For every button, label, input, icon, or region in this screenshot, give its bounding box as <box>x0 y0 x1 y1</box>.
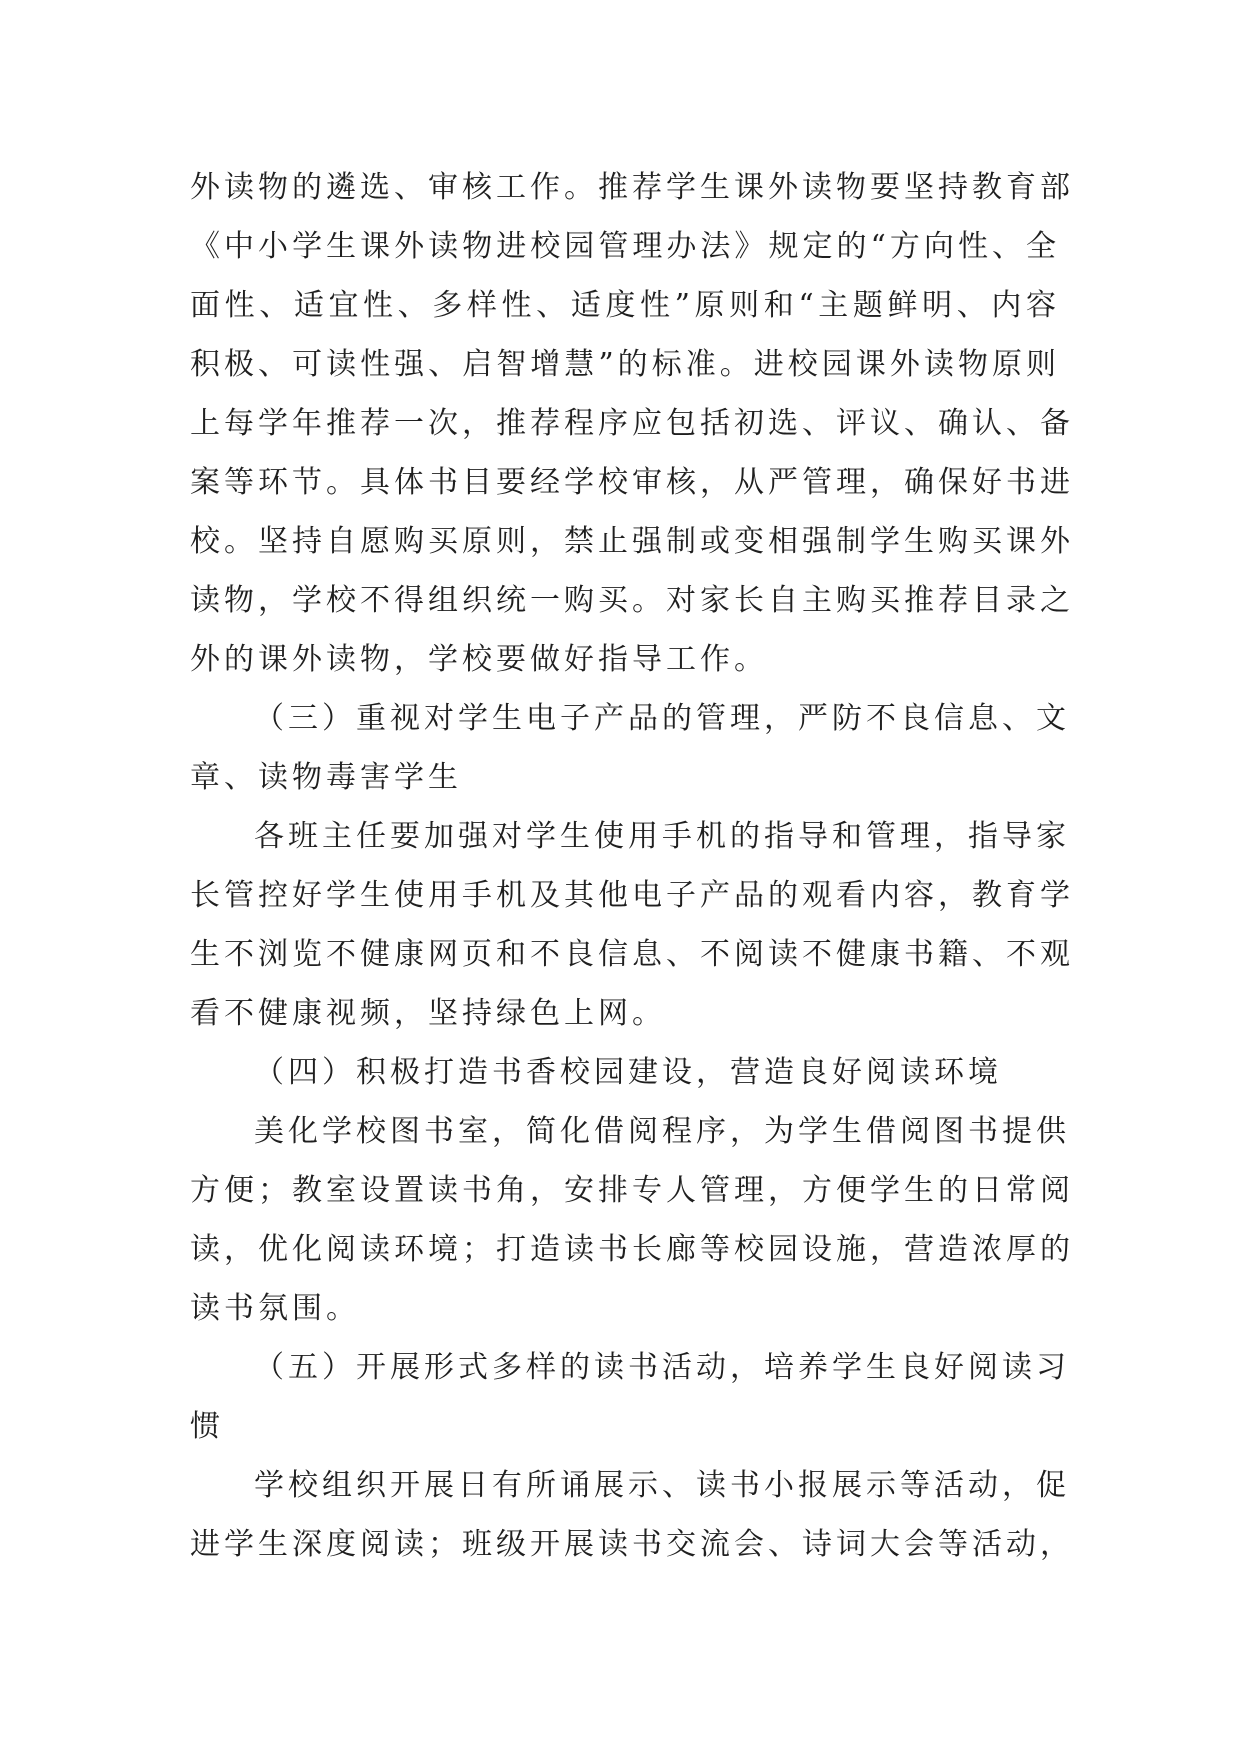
text-line: 美化学校图书室，简化借阅程序，为学生借阅图书提供 <box>254 1114 1070 1149</box>
text-line: 读书氛围。 <box>190 1291 360 1326</box>
text-line: 长管控好学生使用手机及其他电子产品的观看内容，教育学 <box>190 878 1074 913</box>
text-line: 面性、适宜性、多样性、适度性”原则和“主题鲜明、内容 <box>190 288 1060 323</box>
text-line: 方便；教室设置读书角，安排专人管理，方便学生的日常阅 <box>190 1173 1074 1208</box>
text-line: 校。坚持自愿购买原则，禁止强制或变相强制学生购买课外 <box>190 524 1074 559</box>
text-line: 外的课外读物，学校要做好指导工作。 <box>190 642 768 677</box>
text-line: 章、读物毒害学生 <box>190 760 462 795</box>
text-line: 外读物的遴选、审核工作。推荐学生课外读物要坚持教育部 <box>190 170 1074 205</box>
text-line: 《中小学生课外读物进校园管理办法》规定的“方向性、全 <box>190 229 1060 264</box>
text-line: 上每学年推荐一次，推荐程序应包括初选、评议、确认、备 <box>190 406 1074 441</box>
text-line: 积极、可读性强、启智增慧”的标准。进校园课外读物原则 <box>190 347 1060 382</box>
document-body <box>190 158 1074 1574</box>
text-line: （四）积极打造书香校园建设，营造良好阅读环境 <box>254 1055 1002 1090</box>
text-line: （三）重视对学生电子产品的管理，严防不良信息、文 <box>254 701 1070 736</box>
text-line: 读物，学校不得组织统一购买。对家长自主购买推荐目录之 <box>190 583 1074 618</box>
text-line: 惯 <box>190 1409 224 1444</box>
text-line: 案等环节。具体书目要经学校审核，从严管理，确保好书进 <box>190 465 1074 500</box>
text-line: 进学生深度阅读；班级开展读书交流会、诗词大会等活动， <box>190 1527 1074 1562</box>
text-line: 各班主任要加强对学生使用手机的指导和管理，指导家 <box>254 819 1070 854</box>
text-line: 生不浏览不健康网页和不良信息、不阅读不健康书籍、不观 <box>190 937 1074 972</box>
text-line: （五）开展形式多样的读书活动，培养学生良好阅读习 <box>254 1350 1070 1385</box>
text-line: 看不健康视频，坚持绿色上网。 <box>190 996 666 1031</box>
text-line: 学校组织开展日有所诵展示、读书小报展示等活动，促 <box>254 1468 1070 1503</box>
text-line: 读，优化阅读环境；打造读书长廊等校园设施，营造浓厚的 <box>190 1232 1074 1267</box>
